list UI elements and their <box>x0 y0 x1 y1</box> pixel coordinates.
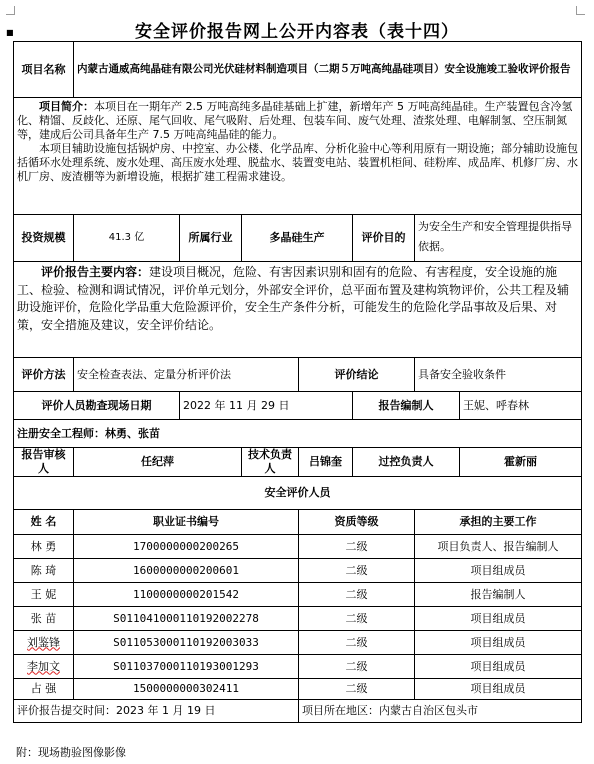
staff-work: 项目组成员 <box>415 607 582 631</box>
staff-header-name: 姓 名 <box>14 510 74 535</box>
crop-mark-top-left <box>6 6 15 15</box>
survey-date-label: 评价人员勘查现场日期 <box>14 392 180 420</box>
staff-level: 二级 <box>299 535 415 559</box>
invest-value: 41.3 亿 <box>74 215 180 262</box>
staff-header-row <box>14 510 582 535</box>
method-row <box>14 358 582 392</box>
engineer-value: 林勇、张苗 <box>105 426 160 440</box>
submit-label: 评价报告提交时间： <box>17 704 116 717</box>
staff-name-text: 李加文 <box>27 659 60 673</box>
staff-title-row <box>14 477 582 510</box>
staff-cert: 1500000000302411 <box>74 679 299 700</box>
staff-work: 项目组成员 <box>415 679 582 700</box>
method-label: 评价方法 <box>14 358 74 392</box>
location-label: 项目所在地区： <box>302 704 379 717</box>
staff-work: 报告编制人 <box>415 583 582 607</box>
staff-cert: 1600000000200601 <box>74 559 299 583</box>
tech-value: 吕锦奎 <box>299 448 353 477</box>
staff-level: 二级 <box>299 679 415 700</box>
author-label: 报告编制人 <box>353 392 460 420</box>
table-row <box>14 559 582 583</box>
table-row <box>14 679 582 700</box>
staff-cert: S011037000110193001293 <box>74 655 299 679</box>
staff-header-cert: 职业证书编号 <box>74 510 299 535</box>
invest-row <box>14 215 582 262</box>
staff-level: 二级 <box>299 607 415 631</box>
staff-name: 陈 琦 <box>14 559 74 583</box>
staff-name: 张 苗 <box>14 607 74 631</box>
footer-row <box>14 700 582 723</box>
author-value: 王妮、呼春林 <box>460 392 582 420</box>
project-name-value: 内蒙古通威高纯晶硅有限公司光伏硅材料制造项目（二期５万吨高纯晶硅项目）安全设施竣工验收评价报告 <box>74 42 582 98</box>
qc-label: 过控负责人 <box>353 448 460 477</box>
staff-level: 二级 <box>299 631 415 655</box>
staff-cert: 1100000000201542 <box>74 583 299 607</box>
table-row <box>14 631 582 655</box>
qc-value: 霍新丽 <box>460 448 582 477</box>
project-row <box>14 42 582 98</box>
crop-mark-top-right <box>576 6 585 15</box>
intro-para-2: 本项目辅助设施包括锅炉房、中控室、办公楼、化学品库、分析化验中心等利用原有一期设施；部分辅助设施包括循环水处理系统、废水处理、高压废水处理、脱盐水、装置变电站、装置机柜间、硅粉库、成品库、机修厂房、水机厂房、废渣棚等为新增设施，根据扩建工程需求建设。 <box>17 142 578 183</box>
table-row <box>14 607 582 631</box>
table-row <box>14 583 582 607</box>
submit-value: 2023 年 1 月 19 日 <box>116 704 216 717</box>
location-cell <box>299 700 582 723</box>
intro-para-1: 本项目在一期年产 2.5 万吨高纯多晶硅基础上扩建，新增年产 5 万吨高纯晶硅。生产装置包含冷氢化、精馏、反歧化、还原、尾气回收、尾气吸附、后处理、包装车间、废气处理、渣浆处理、电解制氢、空压制氮等，建成后公司具备年生产 7.5 万吨高纯晶硅的能力。 <box>17 100 573 141</box>
scope-row <box>14 262 582 358</box>
staff-section-title: 安全评价人员 <box>14 477 582 510</box>
engineer-row <box>14 420 582 448</box>
tech-label: 技术负责人 <box>242 448 299 477</box>
table-anchor-bullet: ■ <box>6 28 14 37</box>
table-row <box>14 535 582 559</box>
survey-date-value: 2022 年 11 月 29 日 <box>180 392 353 420</box>
purpose-label: 评价目的 <box>353 215 415 262</box>
table-row <box>14 655 582 679</box>
staff-work: 项目组成员 <box>415 559 582 583</box>
location-value: 内蒙古自治区包头市 <box>379 704 478 717</box>
staff-cert: S011053000110192003033 <box>74 631 299 655</box>
staff-name: 林 勇 <box>14 535 74 559</box>
industry-label: 所属行业 <box>180 215 242 262</box>
reviewers-row <box>14 448 582 477</box>
page-title: 安全评价报告网上公开内容表（表十四） <box>135 22 459 42</box>
intro-label: 项目简介： <box>39 100 94 113</box>
conclusion-value: 具备安全验收条件 <box>415 358 582 392</box>
engineer-cell <box>14 420 582 448</box>
staff-level: 二级 <box>299 583 415 607</box>
report-content <box>14 262 582 358</box>
staff-name: 王 妮 <box>14 583 74 607</box>
staff-name-text: 刘鉴锋 <box>27 635 60 649</box>
scope-text: 建设项目概况，危险、有害因素识别和固有的危险、有害程度，安全设施的施工、检验、检测和调试情况，评价单元划分，外部安全评价，总平面布置及建构筑物评价，公共工程及辅助设施评价，危险化学品重大危险源评价，安全生产条件分析，可能发生的危险化学品事故及后果、对策，安全措施及建议，安全评价结论。 <box>17 265 570 332</box>
attachment-note: 附：现场勘验图像影像 <box>16 746 126 759</box>
submit-cell <box>14 700 299 723</box>
survey-row <box>14 392 582 420</box>
conclusion-label: 评价结论 <box>299 358 415 392</box>
method-value: 安全检查表法、定量分析评价法 <box>74 358 299 392</box>
engineer-label: 注册安全工程师： <box>17 426 105 440</box>
staff-level: 二级 <box>299 655 415 679</box>
audit-label: 报告审核人 <box>14 448 74 477</box>
project-intro <box>14 98 582 215</box>
industry-value: 多晶硅生产 <box>242 215 353 262</box>
scope-label: 评价报告主要内容： <box>41 265 150 279</box>
staff-level: 二级 <box>299 559 415 583</box>
purpose-value: 为安全生产和安全管理提供指导依据。 <box>415 215 582 262</box>
staff-header-level: 资质等级 <box>299 510 415 535</box>
project-name-label: 项目名称 <box>14 42 74 98</box>
staff-cert: S011041000110192002278 <box>74 607 299 631</box>
staff-work: 项目组成员 <box>415 655 582 679</box>
invest-label: 投资规模 <box>14 215 74 262</box>
staff-work: 项目组成员 <box>415 631 582 655</box>
staff-name: 占 强 <box>14 679 74 700</box>
staff-name <box>14 655 74 679</box>
audit-value: 任纪萍 <box>74 448 242 477</box>
disclosure-table <box>13 41 582 723</box>
staff-cert: 1700000000200265 <box>74 535 299 559</box>
staff-header-work: 承担的主要工作 <box>415 510 582 535</box>
staff-work: 项目负责人、报告编制人 <box>415 535 582 559</box>
staff-name <box>14 631 74 655</box>
intro-row <box>14 98 582 215</box>
